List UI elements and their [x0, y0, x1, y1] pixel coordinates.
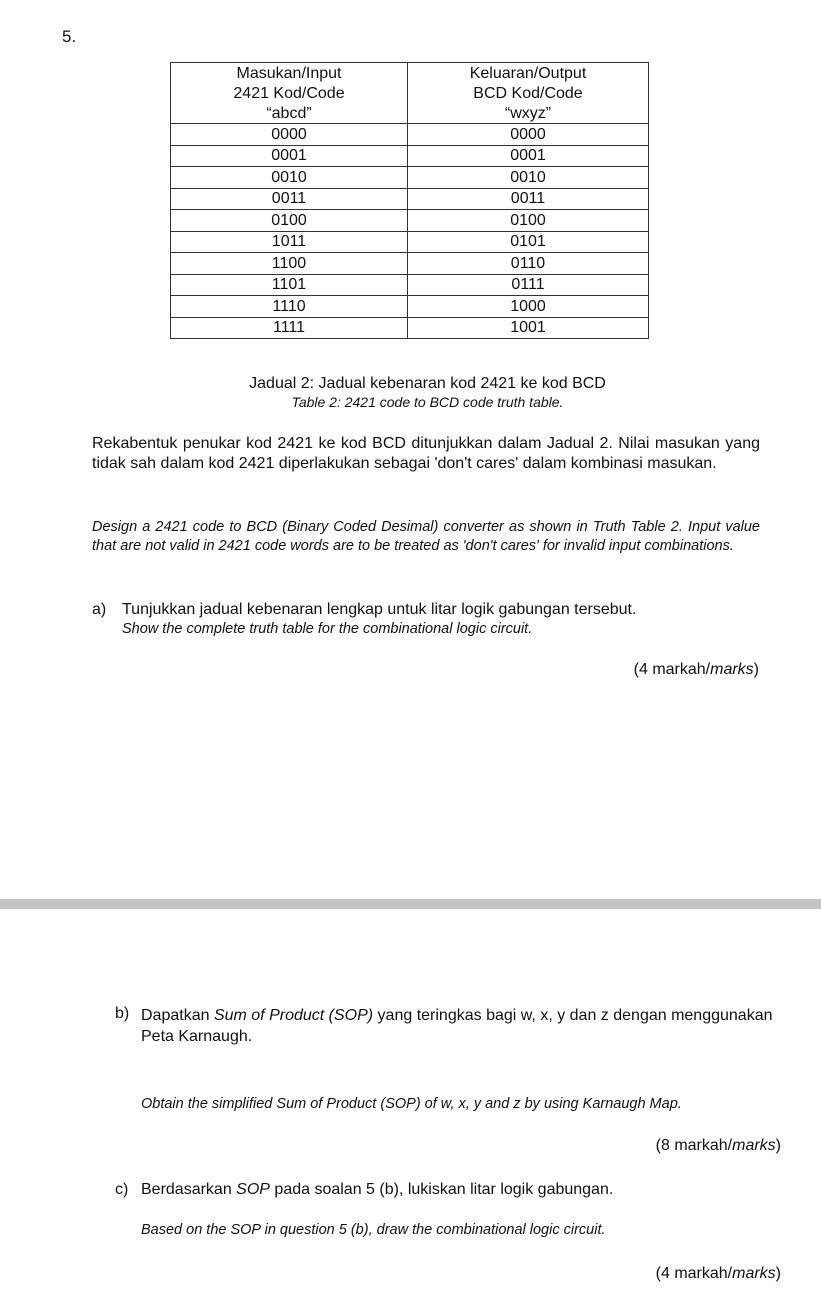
part-c-english: Based on the SOP in question 5 (b), draw the combinational logic circuit.	[141, 1222, 606, 1238]
part-b-malay-em: Sum of Product (SOP)	[213, 1007, 374, 1024]
output-cell: 1000	[408, 296, 649, 318]
table-row	[171, 253, 649, 275]
input-cell: 1101	[171, 274, 408, 296]
output-cell: 0011	[408, 188, 649, 210]
part-c-malay-1: Berdasarkan	[141, 1181, 237, 1198]
part-c-malay	[141, 1181, 613, 1199]
page-divider	[0, 899, 821, 909]
intro-english: Design a 2421 code to BCD (Binary Coded Desimal) converter as shown in Truth Table 2. Input value that are not valid in 2421 code words are to be treated as 'don't cares' for invalid input combinations.	[92, 519, 760, 554]
marks-close: )	[775, 1137, 781, 1154]
part-b-malay-1: Dapatkan	[141, 1007, 214, 1024]
table-caption-english	[0, 394, 821, 410]
output-cell: 1001	[408, 317, 649, 339]
table-header-row	[171, 83, 649, 103]
intro-malay: Rekabentuk penukar kod 2421 ke kod BCD ditunjukkan dalam Jadual 2. Nilai masukan yang tidak sah dalam kod 2421 diperlakukan sebagai 'don't cares' dalam kombinasi masukan.	[92, 435, 760, 472]
table-row	[171, 167, 649, 189]
table-row	[171, 145, 649, 167]
marks-close: )	[775, 1265, 781, 1282]
part-c-malay-2: pada soalan 5 (b), lukiskan litar logik gabungan.	[269, 1181, 614, 1198]
input-cell: 0001	[171, 145, 408, 167]
input-cell: 0011	[171, 188, 408, 210]
header-input-title: Masukan/Input	[171, 63, 408, 84]
table-caption-malay	[0, 375, 821, 393]
table-row	[171, 274, 649, 296]
output-cell: 0010	[408, 167, 649, 189]
marks-en: marks	[732, 1265, 776, 1282]
input-cell: 0010	[171, 167, 408, 189]
marks-en: marks	[732, 1137, 776, 1154]
header-input-code: 2421 Kod/Code	[171, 83, 408, 103]
table-row	[171, 231, 649, 253]
input-cell: 1011	[171, 231, 408, 253]
part-a-label: a)	[92, 601, 107, 618]
part-b-label: b)	[115, 1005, 130, 1022]
truth-table	[170, 62, 649, 339]
part-c-marks	[656, 1265, 781, 1283]
table-row	[171, 296, 649, 318]
table-row	[171, 317, 649, 339]
marks-close: )	[753, 661, 759, 678]
table-row	[171, 188, 649, 210]
table-row	[171, 124, 649, 146]
table-header-row	[171, 63, 649, 84]
part-b-marks	[656, 1137, 781, 1155]
marks-num: (4 markah/	[655, 1265, 733, 1282]
marks-num: (8 markah/	[655, 1137, 733, 1154]
output-cell: 0101	[408, 231, 649, 253]
header-input-vars: “abcd”	[171, 103, 408, 124]
part-a-malay: Tunjukkan jadual kebenaran lengkap untuk litar logik gabungan tersebut.	[122, 601, 637, 618]
part-c-label: c)	[115, 1181, 129, 1198]
caption-english-text: Table 2: 2421 code to BCD code truth table.	[291, 394, 564, 410]
input-cell: 0100	[171, 210, 408, 232]
output-cell: 0000	[408, 124, 649, 146]
input-cell: 1111	[171, 317, 408, 339]
output-cell: 0110	[408, 253, 649, 275]
part-c-malay-em: SOP	[236, 1181, 270, 1198]
input-cell: 1110	[171, 296, 408, 318]
caption-malay-text: Jadual 2: Jadual kebenaran kod 2421 ke kod BCD	[249, 375, 606, 392]
output-cell: 0111	[408, 274, 649, 296]
marks-en: marks	[710, 661, 754, 678]
input-cell: 1100	[171, 253, 408, 275]
input-cell: 0000	[171, 124, 408, 146]
output-cell: 0100	[408, 210, 649, 232]
marks-num: (4 markah/	[633, 661, 711, 678]
table-header-row	[171, 103, 649, 124]
header-output-title: Keluaran/Output	[408, 63, 649, 84]
table-row	[171, 210, 649, 232]
header-output-vars: “wxyz”	[408, 103, 649, 124]
part-b-malay	[141, 1005, 782, 1047]
output-cell: 0001	[408, 145, 649, 167]
part-a-marks	[634, 661, 759, 679]
part-b-malay-2: yang teringkas bagi w, x, y dan z dengan menggunakan Peta Karnaugh.	[141, 1007, 773, 1045]
part-b-english: Obtain the simplified Sum of Product (SOP) of w, x, y and z by using Karnaugh Map.	[141, 1096, 682, 1112]
question-number: 5.	[62, 27, 77, 46]
header-output-code: BCD Kod/Code	[408, 83, 649, 103]
part-a-english: Show the complete truth table for the combinational logic circuit.	[122, 621, 533, 637]
